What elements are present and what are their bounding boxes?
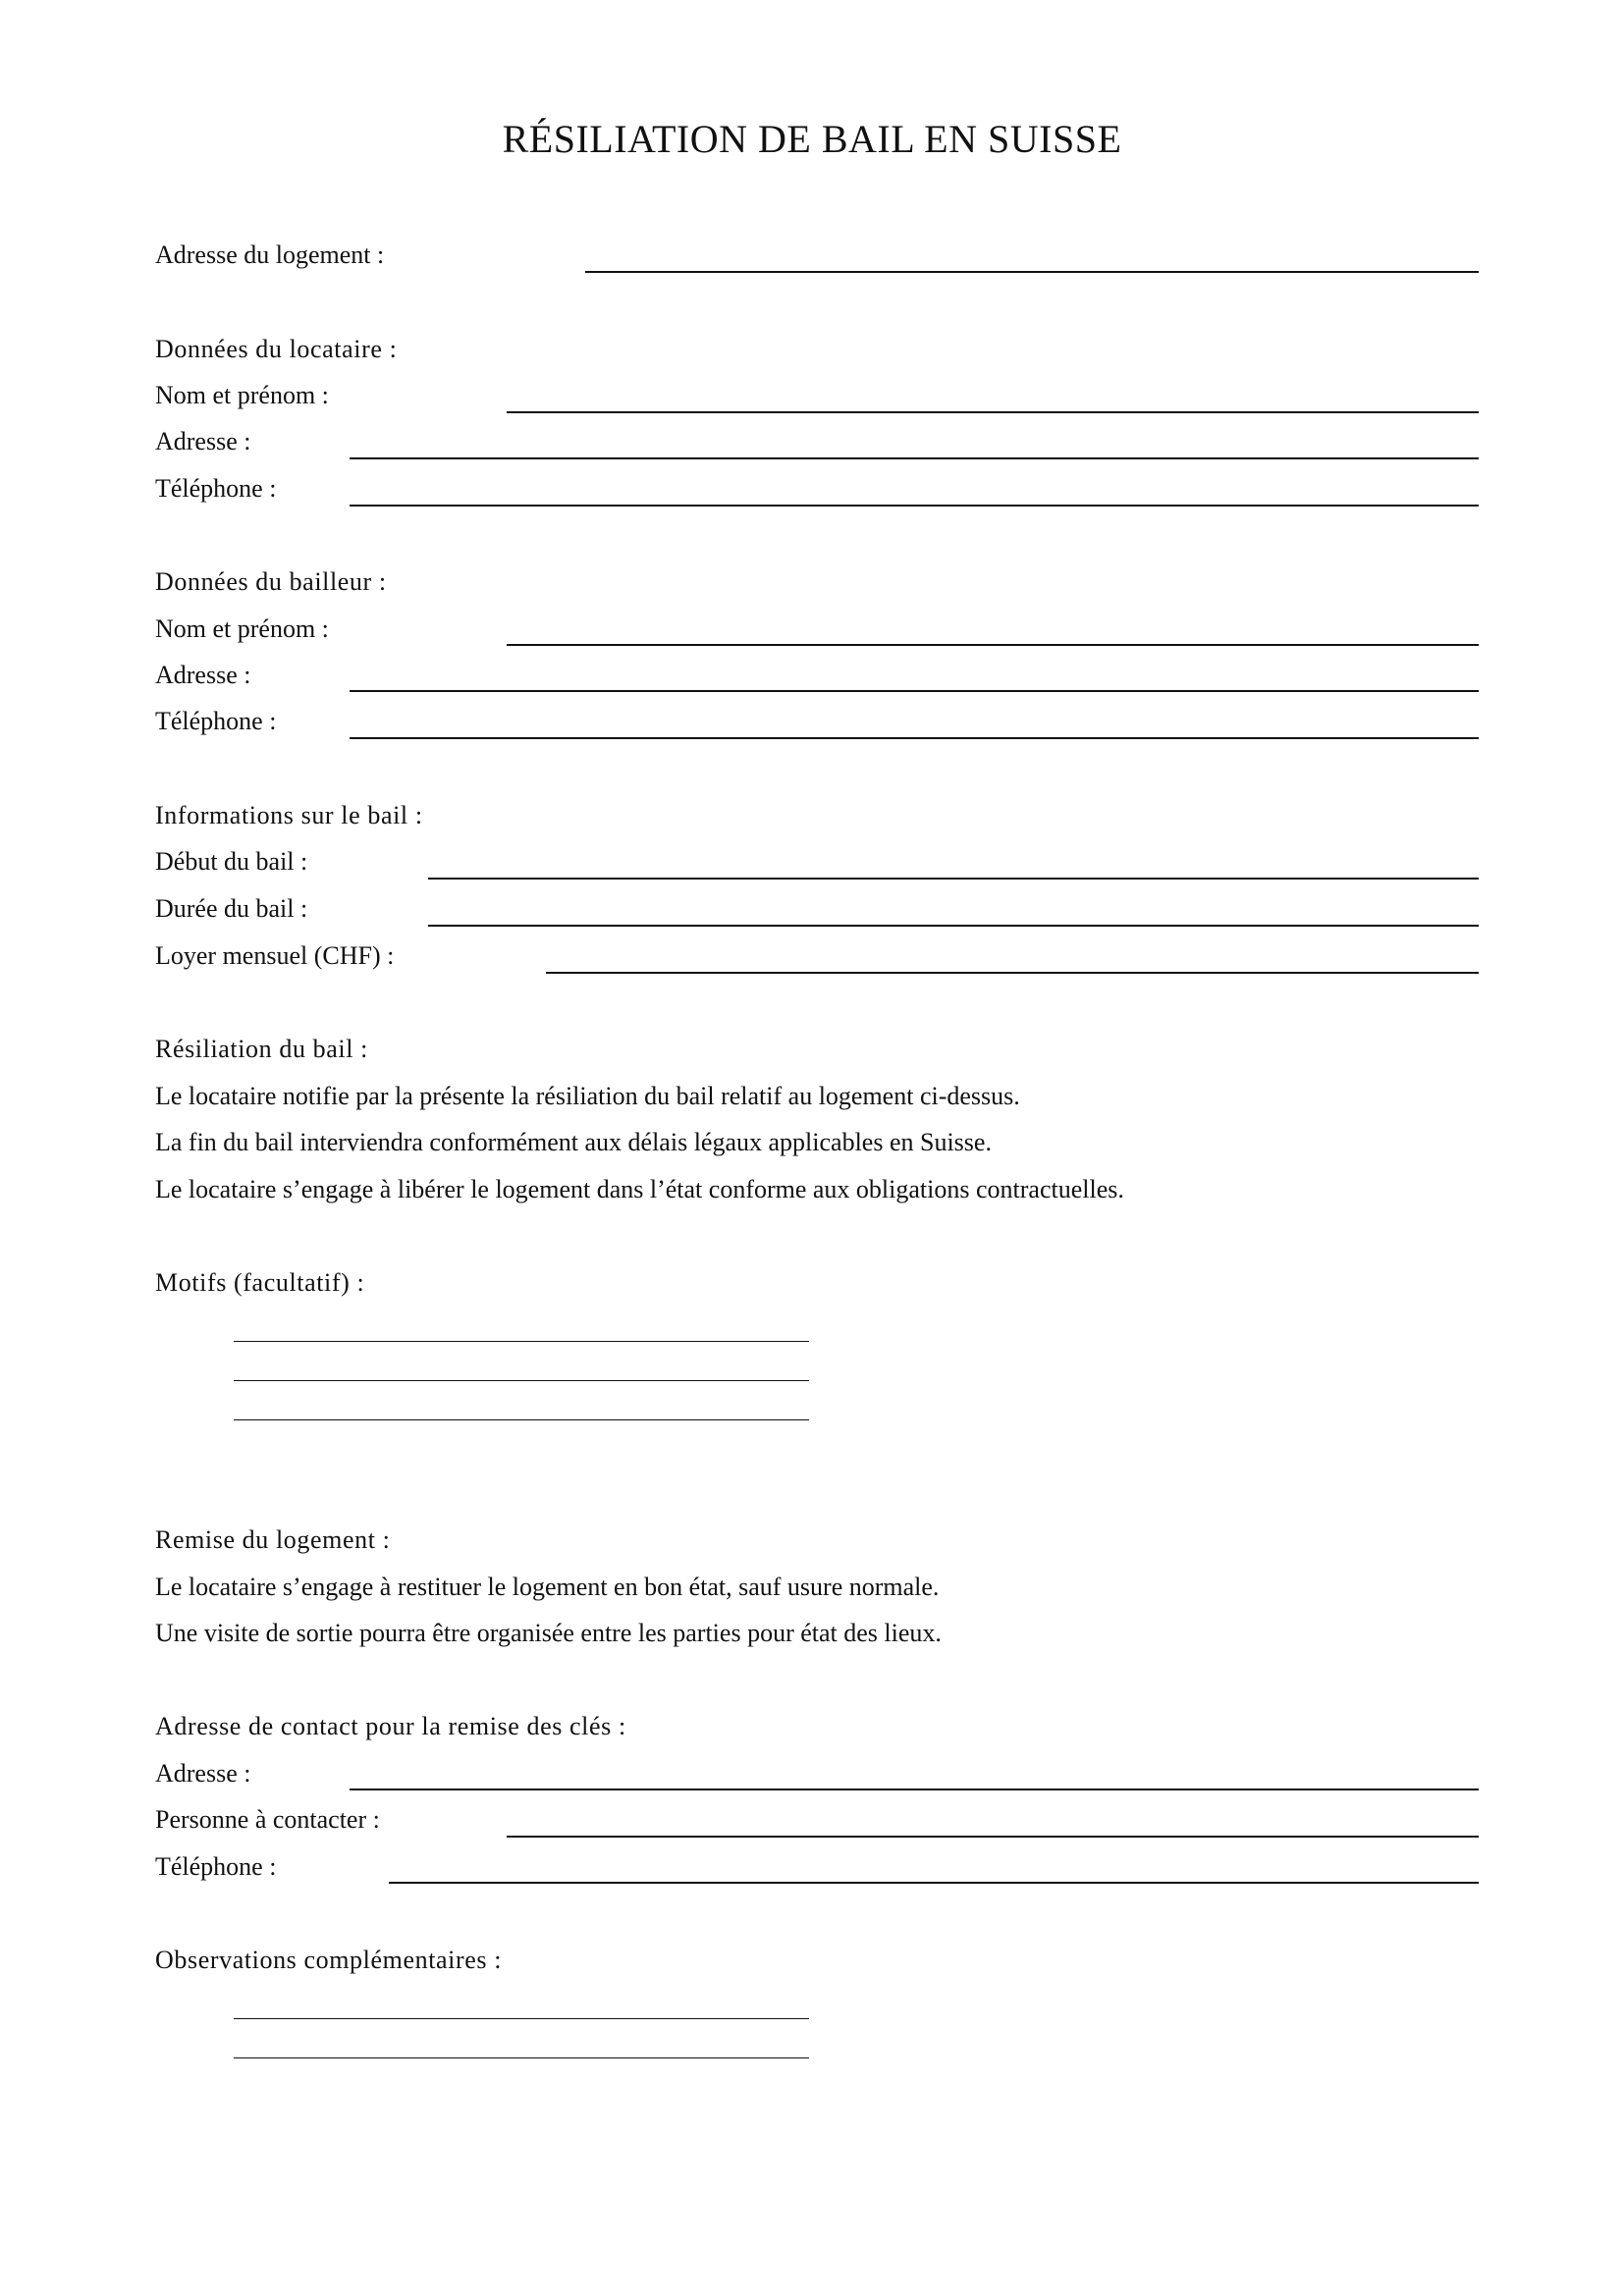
locataire-phone-field[interactable] [350,505,1479,507]
bailleur-name-label: Nom et prénom : [155,614,329,643]
bailleur-name-field[interactable] [507,644,1479,646]
bail-rent-field[interactable] [546,972,1479,974]
remise-paragraph-1: Le locataire s’engage à restituer le logement en bon état, sauf usure normale. [155,1573,940,1601]
cles-phone-label: Téléphone : [155,1852,277,1881]
bail-duration-label: Durée du bail : [155,894,308,923]
locataire-name-label: Nom et prénom : [155,381,329,409]
logement-address-field[interactable] [585,271,1479,273]
locataire-address-field[interactable] [350,457,1479,459]
locataire-name-field[interactable] [507,411,1479,413]
locataire-phone-label: Téléphone : [155,474,277,503]
cles-contact-label: Personne à contacter : [155,1805,380,1834]
logement-address-label: Adresse du logement : [155,240,385,269]
resiliation-paragraph-3: Le locataire s’engage à libérer le logement dans l’état conforme aux obligations contractuelles. [155,1175,1124,1203]
remise-heading: Remise du logement : [155,1525,391,1554]
bail-start-label: Début du bail : [155,847,308,876]
motifs-line-1[interactable] [234,1341,809,1342]
resiliation-paragraph-2: La fin du bail interviendra conformément aux délais légaux applicables en Suisse. [155,1128,992,1156]
motifs-line-2[interactable] [234,1380,809,1381]
bailleur-phone-label: Téléphone : [155,707,277,735]
bail-rent-label: Loyer mensuel (CHF) : [155,941,395,970]
bailleur-address-field[interactable] [350,690,1479,692]
resiliation-heading: Résiliation du bail : [155,1035,368,1063]
cles-address-label: Adresse : [155,1759,251,1788]
bail-heading: Informations sur le bail : [155,801,423,829]
observations-line-2[interactable] [234,2057,809,2058]
bailleur-heading: Données du bailleur : [155,567,387,596]
bail-start-field[interactable] [428,878,1479,880]
locataire-heading: Données du locataire : [155,335,398,363]
bail-duration-field[interactable] [428,925,1479,927]
page-title: RÉSILIATION DE BAIL EN SUISSE [502,117,1122,161]
observations-heading: Observations complémentaires : [155,1946,503,1974]
motifs-line-3[interactable] [234,1419,809,1420]
cles-heading: Adresse de contact pour la remise des clés : [155,1712,626,1740]
bailleur-address-label: Adresse : [155,661,251,689]
cles-contact-field[interactable] [507,1836,1479,1838]
observations-line-1[interactable] [234,2018,809,2019]
remise-paragraph-2: Une visite de sortie pourra être organisée entre les parties pour état des lieux. [155,1619,942,1647]
motifs-heading: Motifs (facultatif) : [155,1268,365,1297]
bailleur-phone-field[interactable] [350,737,1479,739]
cles-address-field[interactable] [350,1789,1479,1790]
resiliation-paragraph-1: Le locataire notifie par la présente la résiliation du bail relatif au logement ci-dessus. [155,1082,1020,1110]
cles-phone-field[interactable] [389,1882,1479,1884]
locataire-address-label: Adresse : [155,427,251,455]
